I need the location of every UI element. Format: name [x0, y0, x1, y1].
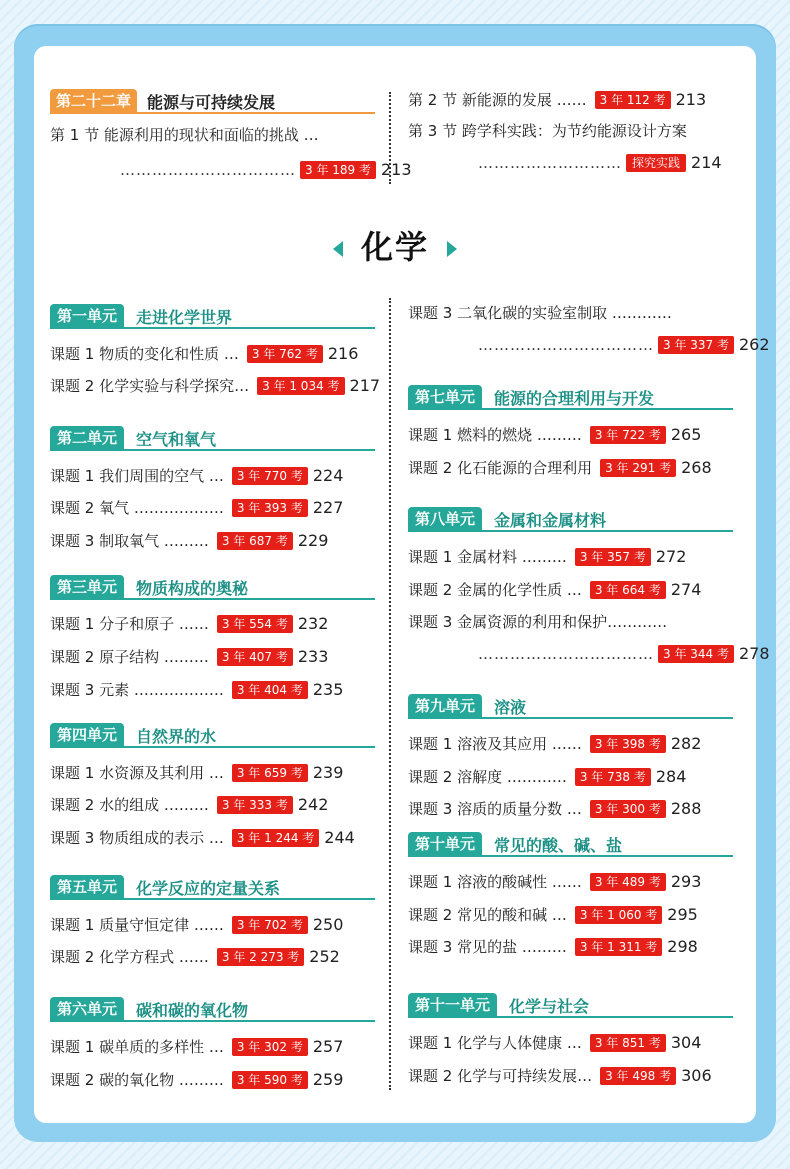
- entry-label: 课题 1 分子和原子 ……: [50, 615, 209, 633]
- entry-label: 课题 3 制取氧气 ………: [50, 532, 209, 550]
- page-number: 306: [681, 1066, 712, 1085]
- toc-entry-continued[interactable]: [478, 644, 770, 664]
- page-number: 272: [655, 547, 687, 566]
- unit-heading: [408, 833, 733, 857]
- entry-label: 课题 1 质量守恒定律 ……: [50, 916, 224, 934]
- exam-count-badge: 3 年 1 060 考: [575, 906, 662, 924]
- exam-count-badge: 3 年 407 考: [217, 648, 293, 666]
- leader-dots: ………………………: [478, 154, 622, 172]
- unit-heading: [408, 695, 733, 719]
- entry-label: 课题 2 氧气 ………………: [50, 499, 224, 517]
- unit-title: 空气和氧气: [136, 429, 217, 449]
- page-number: 268: [681, 458, 712, 477]
- entry-label: 课题 1 物质的变化和性质 …: [50, 345, 239, 363]
- unit-heading: [50, 305, 375, 329]
- toc-entry[interactable]: [50, 376, 380, 396]
- unit-title: 溶液: [494, 697, 527, 717]
- toc-entry[interactable]: [408, 547, 686, 567]
- toc-entry[interactable]: [408, 767, 686, 787]
- exam-count-badge: 3 年 2 273 考: [217, 948, 304, 966]
- exam-count-badge: 3 年 398 考: [590, 735, 666, 753]
- exam-count-badge: 3 年 590 考: [232, 1071, 308, 1089]
- unit-heading: [408, 994, 733, 1018]
- page-number: 259: [312, 1070, 344, 1089]
- entry-label: 课题 2 常见的酸和碱 …: [408, 906, 567, 924]
- entry-label: 课题 1 金属材料 ………: [408, 548, 567, 566]
- page-number: 304: [670, 1033, 702, 1052]
- unit-heading: [50, 427, 375, 451]
- toc-entry[interactable]: [408, 121, 691, 141]
- entry-label: 课题 2 化学实验与科学探究…: [50, 377, 250, 395]
- exam-count-badge: 3 年 702 考: [232, 916, 308, 934]
- entry-label: 课题 2 化石能源的合理利用: [408, 459, 593, 477]
- unit-title: 常见的酸、碱、盐: [494, 835, 623, 855]
- entry-label: 课题 3 二氧化碳的实验室制取 …………: [408, 304, 672, 322]
- entry-label: 课题 1 碳单质的多样性 …: [50, 1038, 224, 1056]
- subject-title: 化学: [360, 228, 429, 266]
- unit-title: 能源的合理利用与开发: [494, 388, 655, 408]
- page-number: 233: [297, 647, 329, 666]
- entry-label: 第 1 节 能源利用的现状和面临的挑战 …: [50, 126, 319, 144]
- toc-entry[interactable]: [408, 734, 701, 754]
- subject-heading: [0, 222, 790, 268]
- page-number: 288: [670, 799, 702, 818]
- toc-entry[interactable]: [408, 1066, 712, 1086]
- page-number: 274: [670, 580, 702, 599]
- entry-label: 课题 2 化学与可持续发展…: [408, 1067, 593, 1085]
- exam-count-badge: 3 年 300 考: [590, 800, 666, 818]
- triangle-left-icon: [333, 241, 343, 257]
- exam-count-badge: 3 年 770 考: [232, 467, 308, 485]
- exam-count-badge: 3 年 738 考: [575, 768, 651, 786]
- unit-heading: [50, 576, 375, 600]
- page-number: 265: [670, 425, 702, 444]
- entry-label: 课题 3 元素 ………………: [50, 681, 224, 699]
- entry-label: 课题 1 溶液及其应用 ……: [408, 735, 582, 753]
- entry-label: 第 2 节 新能源的发展 ……: [408, 91, 587, 109]
- toc-entry[interactable]: [50, 466, 343, 486]
- toc-entry[interactable]: [50, 763, 343, 783]
- leader-dots: ……………………………: [478, 645, 654, 663]
- exam-count-badge: 3 年 404 考: [232, 681, 308, 699]
- toc-entry[interactable]: [50, 680, 343, 700]
- exam-count-badge: 3 年 762 考: [247, 345, 323, 363]
- toc-entry[interactable]: [50, 344, 358, 364]
- page-number: 213: [675, 90, 707, 109]
- toc-entry[interactable]: [408, 905, 698, 925]
- unit-tag: 第十一单元: [408, 993, 497, 1017]
- page-number: 282: [670, 734, 702, 753]
- entry-label: 课题 3 物质组成的表示 …: [50, 829, 224, 847]
- toc-entry[interactable]: [408, 458, 712, 478]
- unit-title: 走进化学世界: [136, 307, 233, 327]
- unit-title: 碳和碳的氧化物: [136, 1000, 249, 1020]
- unit-tag: 第五单元: [50, 875, 124, 899]
- page-number: 252: [309, 947, 340, 966]
- toc-entry[interactable]: [408, 303, 676, 323]
- toc-entry[interactable]: [50, 125, 323, 145]
- exam-count-badge: 3 年 302 考: [232, 1038, 308, 1056]
- toc-entry[interactable]: [408, 1033, 701, 1053]
- toc-entry[interactable]: [50, 795, 328, 815]
- exam-count-badge: 3 年 1 034 考: [257, 377, 344, 395]
- page-number: 262: [738, 335, 770, 354]
- unit-title: 化学与社会: [509, 996, 590, 1016]
- page-number: 217: [349, 376, 381, 395]
- page-number: 216: [327, 344, 359, 363]
- toc-entry[interactable]: [50, 614, 328, 634]
- page-number: 213: [380, 160, 412, 179]
- entry-label: 课题 3 常见的盐 ………: [408, 938, 567, 956]
- exam-count-badge: 3 年 344 考: [658, 645, 734, 663]
- page-number: 250: [312, 915, 344, 934]
- unit-tag: 第十单元: [408, 832, 482, 856]
- unit-title: 物质构成的奥秘: [136, 578, 249, 598]
- toc-entry[interactable]: [50, 1070, 343, 1090]
- toc-entry[interactable]: [50, 1037, 343, 1057]
- unit-title: 化学反应的定量关系: [136, 878, 281, 898]
- toc-entry[interactable]: [408, 425, 701, 445]
- page-number: 214: [691, 153, 722, 172]
- toc-entry[interactable]: [50, 498, 343, 518]
- page-number: 298: [667, 937, 698, 956]
- toc-entry-continued[interactable]: [478, 335, 770, 355]
- entry-label: 课题 3 金属资源的利用和保护…………: [408, 613, 668, 631]
- unit-title: 金属和金属材料: [494, 510, 607, 530]
- chapter-tag: 第二十二章: [50, 89, 137, 113]
- exam-count-badge: 3 年 333 考: [217, 796, 293, 814]
- unit-tag: 第九单元: [408, 694, 482, 718]
- toc-entry[interactable]: [50, 647, 328, 667]
- exam-count-badge: 3 年 112 考: [595, 91, 671, 109]
- entry-label: 课题 1 我们周围的空气 …: [50, 467, 224, 485]
- entry-label: 课题 1 水资源及其利用 …: [50, 764, 224, 782]
- page-number: 278: [738, 644, 770, 663]
- chapter-heading: [50, 90, 375, 114]
- unit-tag: 第八单元: [408, 507, 482, 531]
- toc-entry[interactable]: [50, 828, 355, 848]
- unit-heading: [50, 724, 375, 748]
- exam-count-badge: 3 年 489 考: [590, 873, 666, 891]
- entry-label: 课题 2 原子结构 ………: [50, 648, 209, 666]
- exam-count-badge: 3 年 554 考: [217, 615, 293, 633]
- unit-tag: 第七单元: [408, 385, 482, 409]
- entry-label: 课题 2 溶解度 …………: [408, 768, 567, 786]
- exam-count-badge: 3 年 357 考: [575, 548, 651, 566]
- page-number: 227: [312, 498, 344, 517]
- page-number: 235: [312, 680, 344, 699]
- unit-tag: 第三单元: [50, 575, 124, 599]
- toc-entry[interactable]: [408, 937, 698, 957]
- exam-count-badge: 3 年 291 考: [600, 459, 676, 477]
- entry-label: 课题 2 碳的氧化物 ………: [50, 1071, 224, 1089]
- toc-entry[interactable]: [408, 872, 701, 892]
- exam-count-badge: 3 年 1 311 考: [575, 938, 662, 956]
- page-number: 244: [324, 828, 355, 847]
- toc-entry[interactable]: [50, 947, 340, 967]
- unit-tag: 第六单元: [50, 997, 124, 1021]
- exam-count-badge: 3 年 337 考: [658, 336, 734, 354]
- page-number: 284: [655, 767, 687, 786]
- entry-label: 第 3 节 跨学科实践：为节约能源设计方案: [408, 122, 687, 140]
- page-number: 232: [297, 614, 329, 633]
- toc-entry[interactable]: [50, 915, 343, 935]
- toc-entry[interactable]: [50, 531, 328, 551]
- column-divider: [389, 298, 391, 1090]
- entry-label: 课题 2 金属的化学性质 …: [408, 581, 582, 599]
- toc-entry[interactable]: [408, 580, 701, 600]
- page-number: 257: [312, 1037, 344, 1056]
- entry-label: 课题 2 化学方程式 ……: [50, 948, 209, 966]
- page-number: 295: [667, 905, 698, 924]
- unit-tag: 第二单元: [50, 426, 124, 450]
- entry-label: 课题 3 溶质的质量分数 …: [408, 800, 582, 818]
- toc-entry-continued[interactable]: [478, 153, 722, 173]
- page-number: 242: [297, 795, 329, 814]
- exam-count-badge: 3 年 1 244 考: [232, 829, 319, 847]
- unit-heading: [408, 386, 733, 410]
- page-number: 293: [670, 872, 702, 891]
- entry-label: 课题 2 水的组成 ………: [50, 796, 209, 814]
- toc-entry-continued[interactable]: [120, 160, 412, 180]
- unit-title: 自然界的水: [136, 726, 217, 746]
- practice-badge: 探究实践: [626, 154, 686, 172]
- entry-label: 课题 1 溶液的酸碱性 ……: [408, 873, 582, 891]
- unit-heading: [50, 998, 375, 1022]
- unit-heading: [408, 508, 733, 532]
- entry-label: 课题 1 燃料的燃烧 ………: [408, 426, 582, 444]
- exam-count-badge: 3 年 659 考: [232, 764, 308, 782]
- unit-tag: 第一单元: [50, 304, 124, 328]
- column-divider: [389, 92, 391, 184]
- page-number: 239: [312, 763, 344, 782]
- exam-count-badge: 3 年 189 考: [300, 161, 376, 179]
- exam-count-badge: 3 年 687 考: [217, 532, 293, 550]
- unit-heading: [50, 876, 375, 900]
- exam-count-badge: 3 年 393 考: [232, 499, 308, 517]
- exam-count-badge: 3 年 664 考: [590, 581, 666, 599]
- exam-count-badge: 3 年 722 考: [590, 426, 666, 444]
- exam-count-badge: 3 年 851 考: [590, 1034, 666, 1052]
- page-number: 229: [297, 531, 329, 550]
- leader-dots: ……………………………: [120, 161, 296, 179]
- leader-dots: ……………………………: [478, 336, 654, 354]
- page-number: 224: [312, 466, 344, 485]
- entry-label: 课题 1 化学与人体健康 …: [408, 1034, 582, 1052]
- toc-entry[interactable]: [408, 799, 701, 819]
- exam-count-badge: 3 年 498 考: [600, 1067, 676, 1085]
- toc-entry[interactable]: [408, 90, 706, 110]
- toc-entry[interactable]: [408, 612, 671, 632]
- chapter-title: 能源与可持续发展: [147, 92, 276, 112]
- triangle-right-icon: [447, 241, 457, 257]
- unit-tag: 第四单元: [50, 723, 124, 747]
